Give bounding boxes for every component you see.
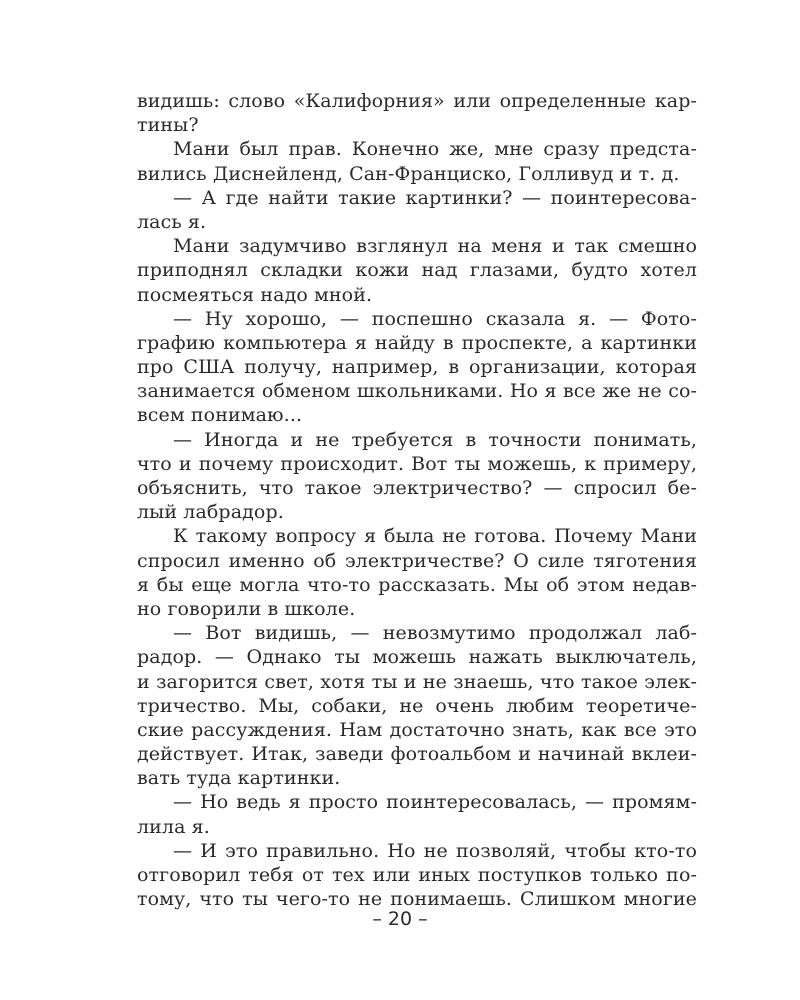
text-line: объяснить, что такое электричество? — спросил бе- bbox=[137, 477, 697, 499]
text-line: что и почему происходит. Вот ты можешь, к примеру, bbox=[137, 452, 697, 475]
text-line: тричество. Мы, собаки, не очень любим теоретиче- bbox=[137, 694, 697, 717]
text-line: спросил именно об электричестве? О силе тяготения bbox=[137, 549, 697, 572]
text-line: — Ну хорошо, — поспешно сказала я. — Фото- bbox=[173, 307, 697, 330]
text-line: тины? bbox=[137, 114, 199, 137]
text-line: ские рассуждения. Нам достаточно знать, как все это bbox=[137, 718, 697, 741]
text-line: вились Диснейленд, Сан-Франциско, Голливуд и т. д. bbox=[137, 162, 680, 185]
text-line: — Но ведь я просто поинтересовалась, — промям- bbox=[173, 791, 697, 814]
text-line: но говорили в школе. bbox=[137, 597, 356, 620]
text-line: видишь: слово «Калифорния» или определенные кар- bbox=[137, 90, 697, 112]
text-line: — А где найти такие картинки? — поинтересова- bbox=[173, 186, 697, 209]
text-line: отговорил тебя от тех или иных поступков только по- bbox=[137, 864, 697, 886]
text-line: всем понимаю... bbox=[137, 404, 303, 427]
text-line: и загорится свет, хотя ты и не знаешь, что такое элек- bbox=[137, 670, 697, 693]
text-line: радор. — Однако ты можешь нажать выключатель, bbox=[137, 646, 697, 669]
text-line: лась я. bbox=[137, 210, 207, 233]
text-line: Мани был прав. Конечно же, мне сразу предста- bbox=[173, 138, 697, 161]
text-line: про США получу, например, в организации, которая bbox=[137, 356, 697, 379]
text-line: тому, что ты чего-то не понимаешь. Слишком многие bbox=[137, 888, 697, 911]
text-line: вать туда картинки. bbox=[137, 767, 341, 790]
text-line: действует. Итак, заведи фотоальбом и начинай вклеи- bbox=[137, 743, 697, 766]
text-line: графию компьютера я найду в проспекте, а картинки bbox=[137, 331, 697, 354]
text-line: — Иногда и не требуется в точности понимать, bbox=[173, 428, 697, 451]
text-line: Мани задумчиво взглянул на меня и так смешно bbox=[173, 235, 697, 258]
text-line: посмеяться надо мной. bbox=[137, 283, 373, 306]
text-line: лила я. bbox=[137, 815, 210, 838]
text-line: я бы еще могла что-то рассказать. Мы об этом недав- bbox=[137, 573, 697, 596]
text-line: занимается обменом школьниками. Но я все же не со- bbox=[137, 380, 697, 403]
page-number: – 20 – bbox=[372, 908, 428, 930]
text-line: лый лабрадор. bbox=[137, 501, 284, 524]
text-line: — И это правильно. Но не позволяй, чтобы кто-то bbox=[173, 839, 697, 862]
text-line: К такому вопросу я была не готова. Почему Мани bbox=[173, 525, 697, 548]
text-line: приподнял складки кожи над глазами, будто хотел bbox=[137, 259, 697, 282]
body-text bbox=[137, 89, 697, 911]
text-line: — Вот видишь, — невозмутимо продолжал лаб- bbox=[173, 622, 697, 645]
